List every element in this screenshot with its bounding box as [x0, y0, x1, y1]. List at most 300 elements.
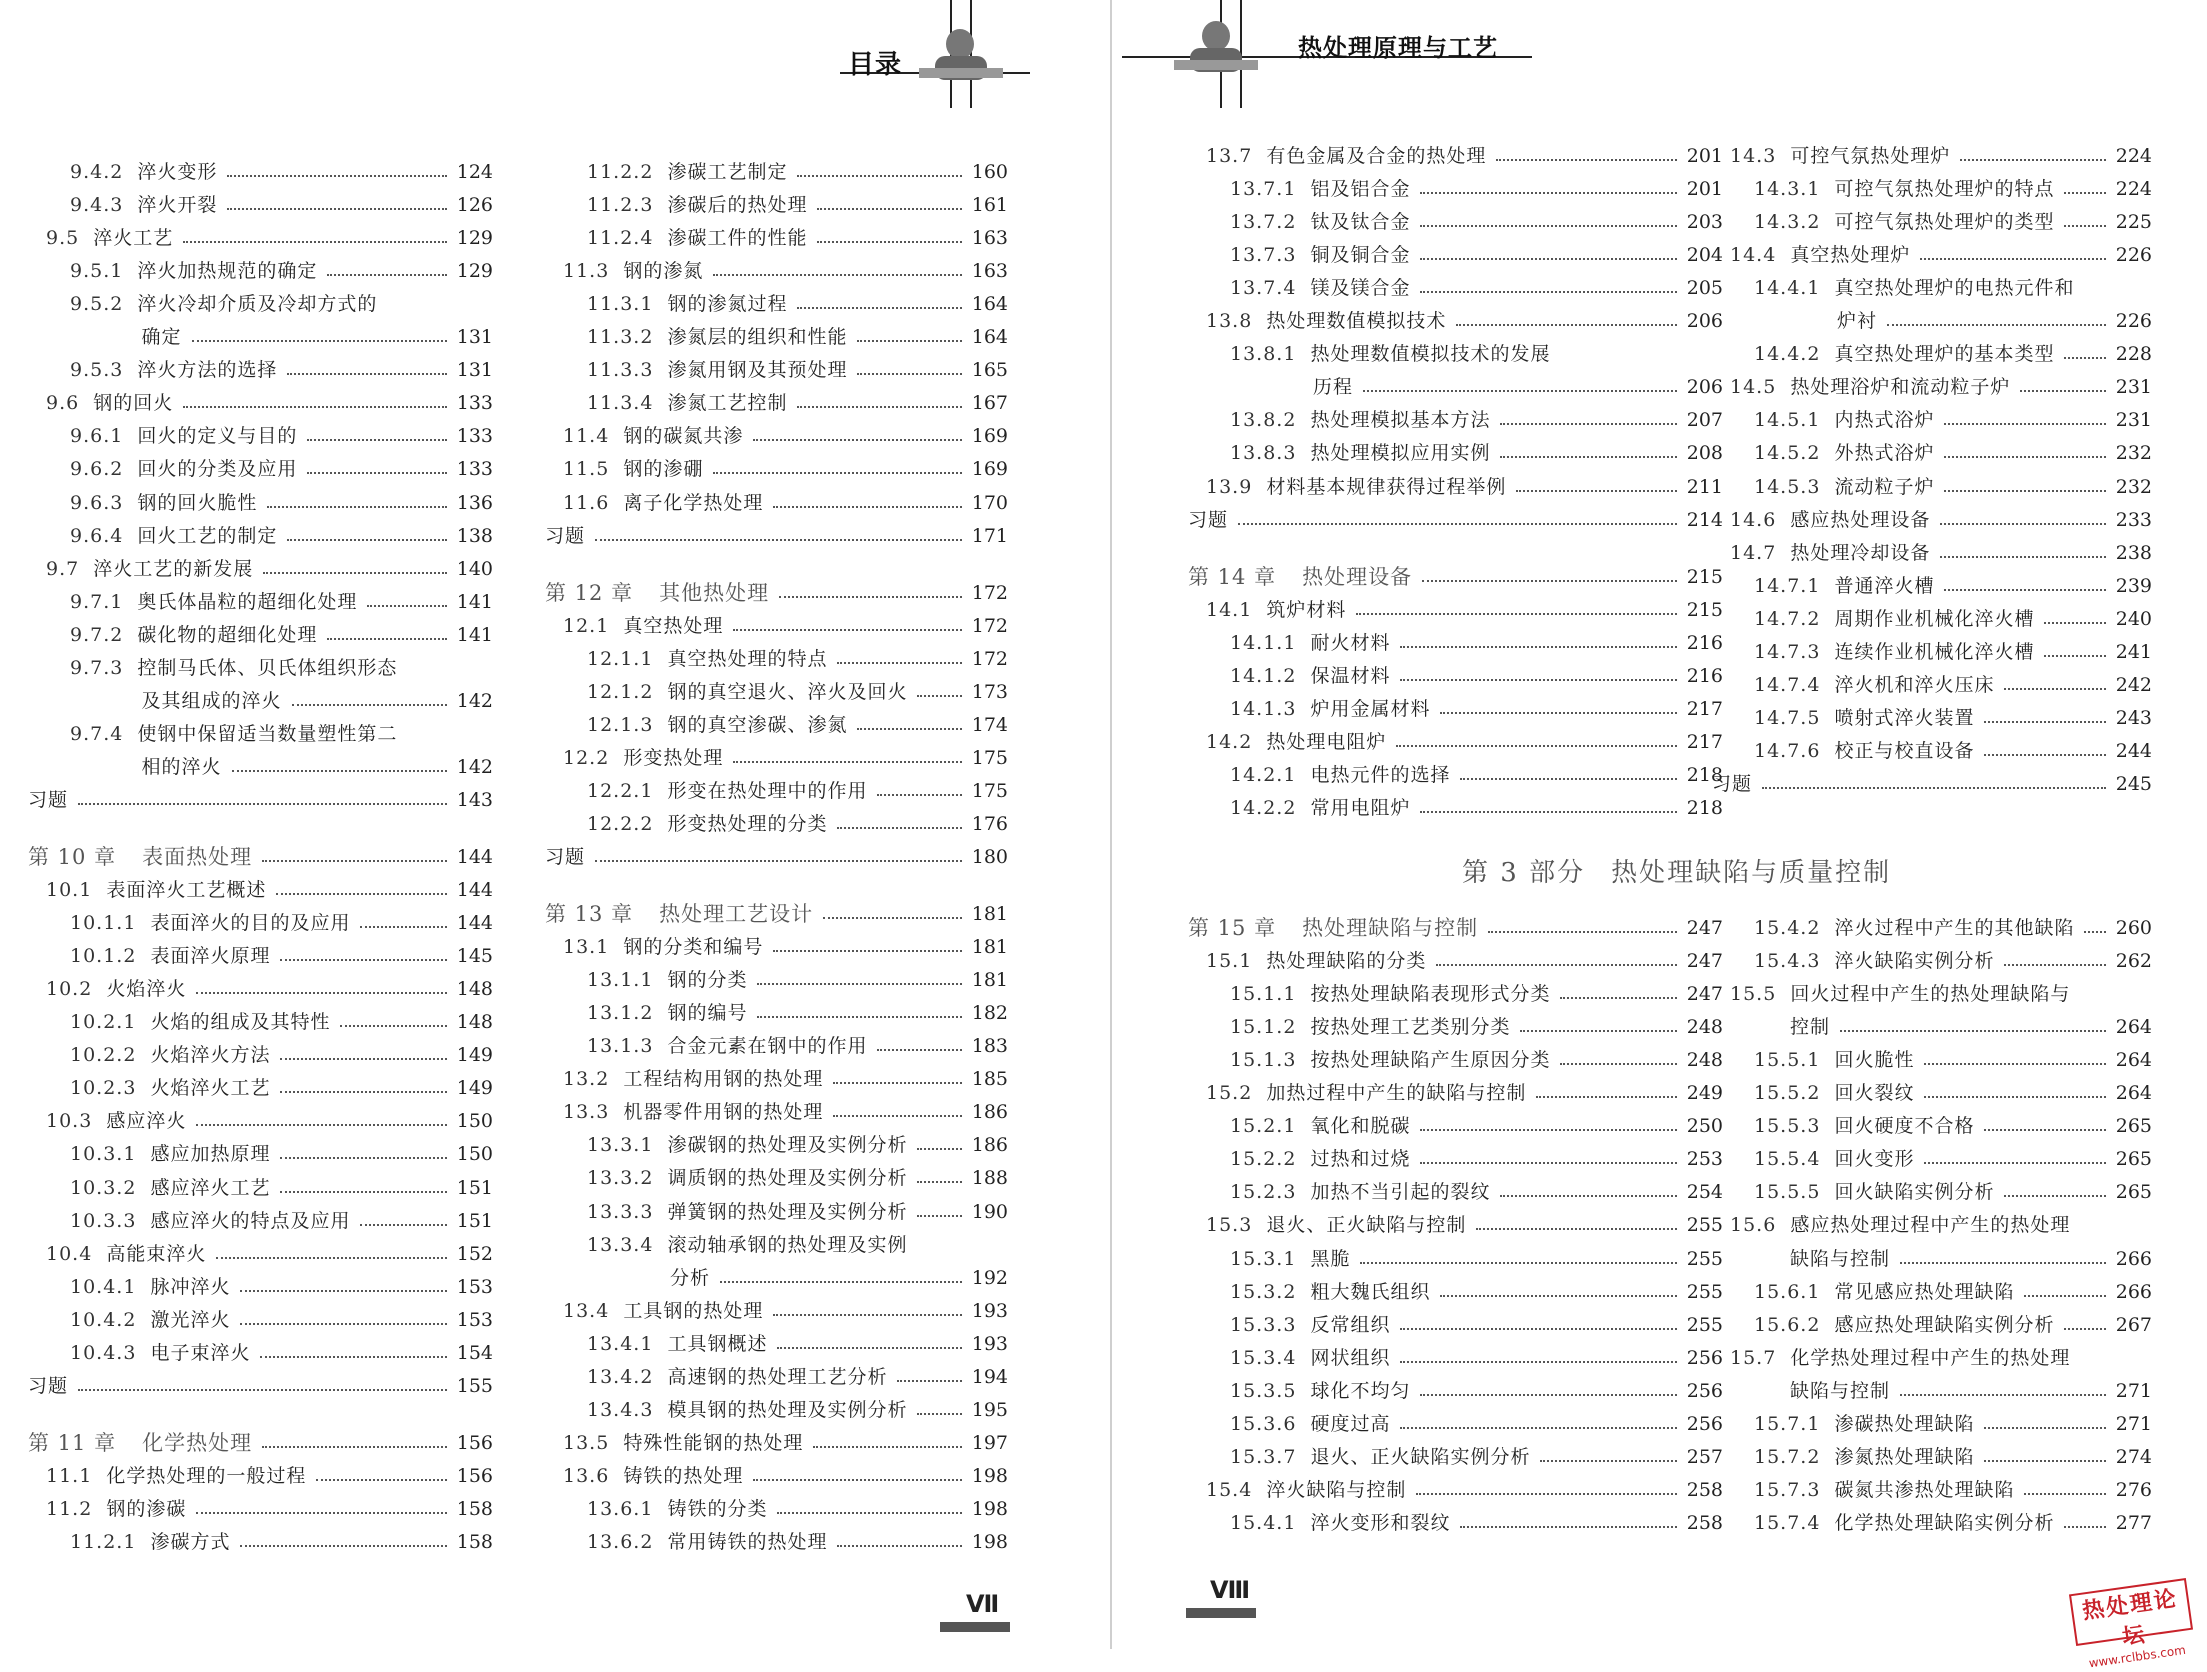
toc-title: 感应热处理过程中产生的热处理 — [1790, 1214, 2071, 1237]
toc-page-number: 181 — [971, 903, 1008, 926]
toc-entry — [70, 487, 493, 519]
toc-number: 14.5 — [1730, 376, 1777, 399]
toc-number: 10.1.2 — [70, 945, 137, 968]
toc-number: 第 11 章 — [28, 1430, 117, 1455]
toc-chapter-entry — [28, 841, 493, 873]
toc-title: 表面淬火原理 — [150, 945, 271, 968]
toc-entry — [1730, 1209, 2152, 1241]
toc-entry — [1230, 759, 1723, 791]
toc-number: 14.3.1 — [1754, 178, 1821, 201]
toc-title: 表面淬火工艺概述 — [106, 879, 267, 902]
toc-number: 9.5.2 — [70, 293, 124, 316]
toc-page-number: 195 — [971, 1398, 1008, 1421]
toc-entry — [587, 1229, 1008, 1261]
toc-number: 15.3.4 — [1230, 1346, 1297, 1369]
toc-leader-dots — [1238, 523, 1677, 525]
toc-title: 钢的编号 — [667, 1002, 748, 1025]
toc-entry — [1754, 570, 2152, 602]
toc-title: 热处理浴炉和流动粒子炉 — [1790, 376, 2011, 399]
toc-entry — [1790, 1375, 2152, 1407]
toc-title: 渗碳工件的性能 — [667, 227, 808, 250]
toc-number: 10.4 — [46, 1242, 93, 1265]
toc-title: 连续作业机械化淬火槽 — [1834, 640, 2035, 663]
toc-leader-dots — [240, 1545, 446, 1547]
toc-title: 淬火过程中产生的其他缺陷 — [1834, 917, 2075, 939]
toc-page-number: 201 — [1686, 178, 1723, 201]
toc-entry — [1754, 1276, 2152, 1308]
toc-leader-dots — [1360, 1262, 1676, 1264]
toc-entry — [142, 321, 494, 353]
toc-page-number: 142 — [456, 689, 493, 712]
toc-number: 10.1.1 — [70, 912, 137, 935]
toc-leader-dots — [1984, 754, 2105, 756]
toc-title: 淬火缺陷实例分析 — [1834, 950, 1995, 973]
toc-title: 特殊性能钢的热处理 — [623, 1431, 804, 1454]
toc-title: 感应淬火的特点及应用 — [150, 1209, 351, 1232]
toc-leader-dots — [1420, 811, 1676, 813]
toc-leader-dots — [1500, 423, 1676, 425]
toc-page-number: 271 — [2115, 1379, 2152, 1402]
toc-entry — [1754, 404, 2152, 436]
toc-number: 11.3.2 — [587, 326, 654, 349]
toc-page-number: 183 — [971, 1035, 1008, 1058]
toc-entry — [563, 610, 1008, 642]
toc-entry — [46, 1460, 493, 1492]
toc-number: 10.3.2 — [70, 1176, 137, 1199]
toc-leader-dots — [1516, 490, 1676, 492]
toc-number: 13.9 — [1206, 475, 1253, 498]
toc-page-number: 188 — [971, 1167, 1008, 1190]
toc-title: 热处理模拟基本方法 — [1310, 409, 1491, 432]
toc-page-number: 176 — [971, 812, 1008, 835]
toc-title: 有色金属及合金的热处理 — [1266, 145, 1487, 167]
toc-page-number: 241 — [2115, 640, 2152, 663]
toc-leader-dots — [1984, 1129, 2105, 1131]
toc-title: 电子束淬火 — [150, 1341, 251, 1364]
toc-number: 11.6 — [563, 491, 610, 514]
toc-leader-dots — [280, 1058, 446, 1060]
toc-number: 12.2 — [563, 746, 610, 769]
toc-number: 12.1.3 — [587, 713, 654, 736]
toc-entry — [1754, 912, 2152, 944]
toc-title: 其他热处理 — [659, 580, 770, 605]
toc-number: 14.2.1 — [1230, 763, 1297, 786]
toc-number: 15.4.1 — [1230, 1511, 1297, 1534]
toc-number: 14.7.4 — [1754, 673, 1821, 696]
toc-page-number: 136 — [456, 491, 493, 514]
toc-page-number: 256 — [1686, 1412, 1723, 1435]
toc-number: 13.2 — [563, 1068, 610, 1091]
toc-title: 钢的渗碳 — [106, 1497, 187, 1520]
toc-entry — [1730, 1342, 2152, 1374]
toc-leader-dots — [777, 1347, 961, 1349]
toc-page-number: 247 — [1686, 983, 1723, 1006]
toc-title: 渗氮层的组织和性能 — [667, 326, 848, 349]
toc-title: 钢的真空退火、淬火及回火 — [667, 680, 908, 703]
toc-title: 反常组织 — [1310, 1313, 1391, 1336]
toc-page-number: 260 — [2115, 917, 2152, 939]
toc-entry — [587, 1162, 1008, 1194]
toc-number: 15.5.2 — [1754, 1082, 1821, 1105]
toc-page-number: 175 — [971, 779, 1008, 802]
toc-page-number: 224 — [2115, 145, 2152, 167]
toc-entry — [1206, 945, 1723, 977]
toc-title: 淬火工艺的新发展 — [93, 557, 254, 580]
toc-entry — [563, 1295, 1008, 1327]
toc-leader-dots — [360, 1224, 446, 1226]
toc-number: 15.4 — [1206, 1478, 1253, 1501]
toc-leader-dots — [1496, 159, 1676, 161]
toc-entry — [587, 1361, 1008, 1393]
toc-number: 14.7 — [1730, 541, 1777, 564]
toc-leader-dots — [1400, 679, 1676, 681]
toc-number: 13.1.1 — [587, 969, 654, 992]
toc-entry — [1730, 371, 2152, 403]
toc-number: 15.1 — [1206, 950, 1253, 973]
toc-page-number: 164 — [971, 293, 1008, 316]
left-folio: Ⅶ — [966, 1590, 1000, 1618]
toc-number: 15.3.6 — [1230, 1412, 1297, 1435]
toc-entry — [70, 1205, 493, 1237]
toc-page-number: 155 — [456, 1374, 493, 1397]
toc-page-number: 258 — [1686, 1511, 1723, 1534]
toc-number: 14.5.2 — [1754, 442, 1821, 465]
toc-title: 耐火材料 — [1310, 631, 1391, 654]
toc-number: 14.3.2 — [1754, 211, 1821, 234]
toc-page-number: 258 — [1686, 1478, 1723, 1501]
toc-page-number: 144 — [456, 879, 493, 902]
toc-leader-dots — [1540, 1460, 1676, 1462]
toc-page-number: 173 — [971, 680, 1008, 703]
toc-page-number: 144 — [456, 912, 493, 935]
toc-leader-dots — [1460, 778, 1676, 780]
toc-page-number: 244 — [2115, 739, 2152, 762]
toc-number: 13.5 — [563, 1431, 610, 1454]
toc-number: 14.1.2 — [1230, 664, 1297, 687]
toc-leader-dots — [1460, 1526, 1676, 1528]
toc-title: 硬度过高 — [1310, 1412, 1391, 1435]
toc-entry — [1754, 437, 2152, 469]
toc-number: 13.6 — [563, 1464, 610, 1487]
toc-page-number: 264 — [2115, 1016, 2152, 1039]
left-folio-bar — [940, 1622, 1010, 1632]
toc-number: 13.8.3 — [1230, 442, 1297, 465]
toc-leader-dots — [897, 1380, 961, 1382]
toc-number: 9.7.2 — [70, 623, 124, 646]
toc-entry — [1230, 1044, 1723, 1076]
toc-leader-dots — [192, 340, 447, 342]
toc-number: 第 15 章 — [1188, 916, 1277, 940]
toc-title: 钛及钛合金 — [1310, 211, 1411, 234]
toc-page-number: 144 — [456, 846, 493, 868]
toc-title: 碳化物的超细化处理 — [137, 623, 318, 646]
toc-title: 炉用金属材料 — [1310, 697, 1431, 720]
toc-page-number: 247 — [1686, 917, 1723, 939]
toc-page-number: 181 — [971, 936, 1008, 959]
toc-number: 14.7.3 — [1754, 640, 1821, 663]
toc-entry — [587, 964, 1008, 996]
toc-number: 13.1.3 — [587, 1035, 654, 1058]
toc-page-number: 148 — [456, 1011, 493, 1034]
toc-title: 热处理工艺设计 — [659, 902, 814, 927]
toc-number: 11.5 — [563, 458, 610, 481]
toc-page-number: 218 — [1686, 796, 1723, 819]
toc-leader-dots — [2084, 931, 2105, 933]
toc-leader-dots — [240, 1290, 446, 1292]
toc-page-number: 154 — [456, 1341, 493, 1364]
toc-entry — [70, 354, 493, 386]
toc-leader-dots — [262, 860, 447, 862]
toc-number: 13.7.1 — [1230, 178, 1297, 201]
toc-page-number: 151 — [456, 1209, 493, 1232]
toc-entry — [1230, 660, 1723, 692]
toc-chapter-entry — [545, 577, 1008, 609]
toc-leader-dots — [263, 572, 447, 574]
toc-entry — [1230, 272, 1723, 304]
toc-page-number: 216 — [1686, 631, 1723, 654]
toc-title: 常用铸铁的热处理 — [667, 1531, 828, 1553]
toc-page-number: 185 — [971, 1068, 1008, 1091]
toc-leader-dots — [797, 175, 961, 177]
toc-number: 14.5.1 — [1754, 409, 1821, 432]
toc-leader-dots — [2044, 622, 2105, 624]
toc-page-number: 205 — [1686, 277, 1723, 300]
toc-number: 第 10 章 — [28, 845, 117, 869]
toc-title: 淬火机和淬火压床 — [1834, 673, 1995, 696]
toc-title: 感应热处理缺陷实例分析 — [1834, 1313, 2055, 1336]
toc-exercise-entry — [1712, 768, 2152, 800]
toc-title: 真空热处理炉 — [1790, 244, 1911, 267]
toc-title: 热处理模拟应用实例 — [1310, 442, 1491, 465]
toc-leader-dots — [1420, 1394, 1676, 1396]
toc-page-number: 226 — [2115, 310, 2152, 333]
toc-leader-dots — [1840, 1030, 2106, 1032]
toc-leader-dots — [1944, 490, 2105, 492]
toc-leader-dots — [917, 1215, 961, 1217]
toc-page-number: 149 — [456, 1044, 493, 1067]
toc-number: 13.8 — [1206, 310, 1253, 333]
toc-number: 13.3.4 — [587, 1233, 654, 1256]
toc-leader-dots — [773, 1314, 961, 1316]
toc-entry — [1837, 305, 2152, 337]
toc-page-number: 190 — [971, 1200, 1008, 1223]
toc-page-number: 172 — [971, 614, 1008, 637]
toc-page-number: 158 — [456, 1531, 493, 1553]
toc-number: 11.2 — [46, 1497, 93, 1520]
toc-title: 可控气氛热处理炉的特点 — [1834, 178, 2055, 201]
toc-page-number: 208 — [1686, 442, 1723, 465]
toc-number: 13.3.3 — [587, 1200, 654, 1223]
toc-page-number: 153 — [456, 1275, 493, 1298]
toc-title: 缺陷与控制 — [1790, 1247, 1891, 1270]
toc-title: 真空热处理炉的电热元件和 — [1834, 277, 2075, 300]
toc-number: 13.6.2 — [587, 1531, 654, 1553]
toc-page-number: 169 — [971, 425, 1008, 448]
toc-number: 14.2.2 — [1230, 796, 1297, 819]
toc-number: 14.5.3 — [1754, 475, 1821, 498]
stamp-line-1: 热处理论坛 — [2080, 1586, 2180, 1651]
toc-title: 工具钢的热处理 — [623, 1299, 764, 1322]
toc-page-number: 256 — [1686, 1346, 1723, 1369]
toc-leader-dots — [1920, 258, 2105, 260]
toc-title: 外热式浴炉 — [1834, 442, 1935, 465]
right-folio-bar — [1186, 1608, 1256, 1618]
toc-leader-dots — [1944, 456, 2105, 458]
toc-number: 14.2 — [1206, 730, 1253, 753]
toc-entry — [587, 1526, 1008, 1558]
toc-entry — [563, 1063, 1008, 1095]
toc-leader-dots — [196, 1124, 446, 1126]
toc-entry — [1754, 636, 2152, 668]
toc-entry — [563, 487, 1008, 519]
toc-entry — [587, 387, 1008, 419]
toc-page-number: 129 — [456, 260, 493, 283]
toc-page-number: 249 — [1686, 1082, 1723, 1105]
toc-number: 9.7.3 — [70, 656, 124, 679]
toc-title: 及其组成的淬火 — [141, 689, 282, 712]
toc-leader-dots — [917, 1181, 961, 1183]
toc-entry — [587, 775, 1008, 807]
toc-number: 15.2 — [1206, 1082, 1253, 1105]
toc-title: 激光淬火 — [150, 1308, 231, 1331]
toc-entry — [70, 1337, 493, 1369]
toc-entry — [70, 1072, 493, 1104]
toc-title: 习题 — [28, 1374, 69, 1397]
toc-entry — [1754, 1309, 2152, 1341]
toc-number: 12.1.1 — [587, 647, 654, 670]
toc-entry — [1754, 669, 2152, 701]
toc-leader-dots — [1363, 390, 1677, 392]
toc-leader-dots — [227, 208, 446, 210]
toc-page-number: 224 — [2115, 178, 2152, 201]
toc-number: 14.7.1 — [1754, 574, 1821, 597]
toc-title: 球化不均匀 — [1310, 1379, 1411, 1402]
toc-number: 14.1.1 — [1230, 631, 1297, 654]
toc-title: 奥氏体晶粒的超细化处理 — [137, 590, 358, 613]
toc-entry — [1754, 471, 2152, 503]
toc-page-number: 175 — [971, 746, 1008, 769]
toc-number: 14.7.5 — [1754, 706, 1821, 729]
toc-leader-dots — [307, 472, 446, 474]
toc-entry — [70, 1304, 493, 1336]
toc-title: 工具钢概述 — [667, 1332, 768, 1355]
toc-page-number: 239 — [2115, 574, 2152, 597]
toc-title: 回火硬度不合格 — [1834, 1115, 1975, 1138]
toc-page-number: 133 — [456, 458, 493, 481]
toc-title: 回火脆性 — [1834, 1049, 1915, 1072]
right-page — [1112, 0, 2207, 1671]
toc-number: 9.5 — [46, 227, 80, 250]
toc-page-number: 141 — [456, 623, 493, 646]
toc-entry — [1790, 1243, 2152, 1275]
toc-page-number: 231 — [2115, 376, 2152, 399]
toc-leader-dots — [797, 406, 961, 408]
toc-number: 13.4.2 — [587, 1365, 654, 1388]
toc-leader-dots — [713, 472, 961, 474]
toc-page-number: 133 — [456, 425, 493, 448]
toc-entry — [46, 973, 493, 1005]
toc-number: 13.4.3 — [587, 1398, 654, 1421]
toc-number: 14.4.1 — [1754, 277, 1821, 300]
toc-title: 缺陷与控制 — [1790, 1379, 1891, 1402]
toc-leader-dots — [280, 1191, 446, 1193]
toc-entry — [1230, 239, 1723, 271]
toc-number: 15.1.3 — [1230, 1049, 1297, 1072]
toc-page-number: 169 — [971, 458, 1008, 481]
toc-page-number: 254 — [1686, 1181, 1723, 1204]
toc-title: 历程 — [1313, 376, 1354, 399]
toc-entry — [70, 420, 493, 452]
toc-entry — [1230, 338, 1723, 370]
toc-number: 14.1 — [1206, 598, 1253, 621]
toc-page-number: 248 — [1686, 1049, 1723, 1072]
toc-leader-dots — [877, 794, 961, 796]
toc-number: 13.3.1 — [587, 1134, 654, 1157]
toc-page-number: 204 — [1686, 244, 1723, 267]
toc-page-number: 151 — [456, 1176, 493, 1199]
toc-number: 9.6.2 — [70, 458, 124, 481]
toc-entry — [1230, 1309, 1723, 1341]
toc-number: 14.4.2 — [1754, 343, 1821, 366]
toc-entry — [1230, 437, 1723, 469]
left-header-figure-icon — [905, 22, 1005, 82]
toc-number: 9.5.3 — [70, 359, 124, 382]
toc-entry — [70, 907, 493, 939]
toc-page-number: 255 — [1686, 1247, 1723, 1270]
toc-leader-dots — [1416, 1493, 1676, 1495]
toc-title: 回火变形 — [1834, 1148, 1915, 1171]
toc-title: 回火过程中产生的热处理缺陷与 — [1790, 983, 2071, 1006]
toc-title: 回火的定义与目的 — [137, 425, 298, 448]
toc-title: 热处理数值模拟技术的发展 — [1310, 343, 1551, 366]
right-folio: Ⅷ — [1210, 1576, 1251, 1604]
toc-leader-dots — [2024, 1295, 2105, 1297]
toc-chapter-entry — [545, 898, 1008, 930]
toc-entry — [70, 1172, 493, 1204]
toc-number: 13.7.2 — [1230, 211, 1297, 234]
toc-title: 化学热处理过程中产生的热处理 — [1790, 1346, 2071, 1369]
toc-number: 15.1.1 — [1230, 983, 1297, 1006]
toc-number: 11.3.4 — [587, 392, 654, 415]
toc-leader-dots — [227, 175, 446, 177]
toc-title: 淬火开裂 — [137, 194, 218, 217]
toc-entry — [1230, 1143, 1723, 1175]
toc-entry — [70, 1006, 493, 1038]
toc-title: 常用电阻炉 — [1310, 796, 1411, 819]
toc-page-number: 231 — [2115, 409, 2152, 432]
toc-title: 钢的渗氮过程 — [667, 293, 788, 316]
toc-leader-dots — [1520, 1030, 1676, 1032]
toc-leader-dots — [833, 1082, 961, 1084]
toc-number: 10.4.1 — [70, 1275, 137, 1298]
toc-leader-dots — [196, 1512, 446, 1514]
toc-leader-dots — [1940, 523, 2105, 525]
toc-entry — [1754, 1143, 2152, 1175]
toc-entry — [70, 520, 493, 552]
toc-leader-dots — [823, 917, 962, 919]
toc-leader-dots — [1420, 1129, 1676, 1131]
toc-title: 周期作业机械化淬火槽 — [1834, 607, 2035, 630]
toc-number: 9.7.4 — [70, 722, 124, 745]
toc-title: 淬火变形和裂纹 — [1310, 1511, 1451, 1534]
toc-number: 14.1.3 — [1230, 697, 1297, 720]
toc-title: 习题 — [1188, 508, 1229, 531]
toc-number: 15.3.2 — [1230, 1280, 1297, 1303]
toc-title: 火焰淬火方法 — [150, 1044, 271, 1067]
toc-entry — [1730, 537, 2152, 569]
toc-entry — [1206, 594, 1723, 626]
toc-title: 淬火工艺 — [93, 227, 174, 250]
